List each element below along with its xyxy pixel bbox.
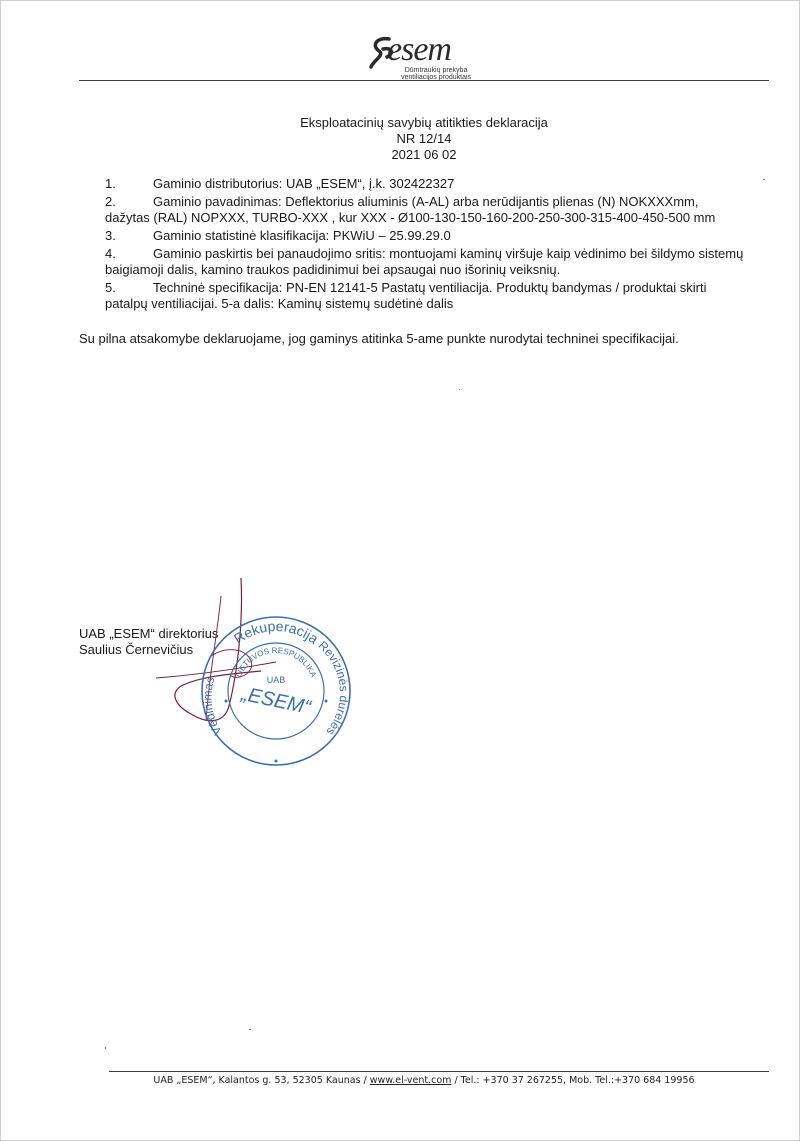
company-stamp: [196, 611, 356, 771]
stamp-inner-top: LIETUVOS RESPUBLIKA: [233, 645, 319, 679]
list-item: [105, 176, 785, 192]
declaration-number: NR 12/14: [396, 131, 452, 146]
signer-title: UAB „ESEM“ direktorius: [79, 626, 219, 641]
title-line-1: Eksploatacinių savybių atitikties deklaracija: [300, 115, 548, 130]
stamp-center-big: „ESEM“: [239, 682, 313, 720]
website-link[interactable]: www.el-vent.com: [369, 1075, 452, 1086]
scan-speck: [105, 1047, 106, 1049]
item-text: Gaminio pavadinimas: Deflektorius aliuminis (A-AL) arba nerūdijantis plienas (N) NOKXXXmm,: [153, 194, 699, 209]
signer-name: Saulius Černevičius: [79, 642, 194, 657]
footer-address: UAB „ESEM“, Kalantos g. 53, 52305 Kaunas /: [153, 1075, 370, 1086]
footer-divider: [109, 1071, 769, 1072]
scan-speck: [459, 389, 460, 390]
esem-logo: [369, 31, 479, 81]
item-text: Gaminio paskirtis bei panaudojimo sritis: montuojami kaminų viršuje kaip vėdinimo bei šildymo sistemų: [153, 246, 744, 261]
document-title: [1, 115, 800, 163]
item-text: Techninė specifikacija: PN-EN 12141-5 Pastatų ventiliacija. Produktų bandymas / produktai skirti: [153, 280, 707, 295]
list-item: [105, 246, 785, 278]
stamp-ring-right: Revizinės durelės: [315, 638, 351, 739]
item-number: 4.: [105, 246, 116, 261]
logo-tagline-line2: ventiliacijos produktais: [401, 74, 472, 81]
logo-tagline: [401, 67, 471, 81]
list-item: [105, 280, 785, 312]
item-text-continued: patalpų ventiliacijai. 5-a dalis: Kaminų sistemų sudėtinė dalis: [105, 296, 454, 311]
conformity-statement: Su pilna atsakomybe deklaruojame, jog gaminys atitinka 5-ame punkte nurodytai techninei specifikacijai.: [79, 331, 679, 346]
item-number: 1.: [105, 176, 116, 191]
list-item: [105, 228, 785, 244]
header-divider: [79, 80, 769, 81]
declaration-items: [105, 176, 785, 314]
logo-wordmark: esem: [387, 31, 451, 68]
logo-tagline-line1: Dūmtraukių prekyba: [404, 67, 468, 74]
item-text: Gaminio statistinė klasifikacija: PKWiU – 25.99.29.0: [153, 228, 451, 243]
declaration-date: 2021 06 02: [391, 147, 457, 162]
footer-phones: / Tel.: +370 37 267255, Mob. Tel.:+370 684 19956: [451, 1075, 695, 1086]
stamp-ring-top: Rekuperacija: [230, 617, 322, 647]
item-text-continued: baigiamoji dalis, kamino traukos padidinimui bei apsaugai nuo išorinių veiksnių.: [105, 262, 561, 277]
item-number: 3.: [105, 228, 116, 243]
item-text: Gaminio distributorius: UAB „ESEM“, į.k. 302422327: [153, 176, 455, 191]
stamp-ring-left: Vėdinimas: [200, 675, 225, 738]
item-text-continued: dažytas (RAL) NOPXXX, TURBO-XXX , kur XXX - Ø100-130-150-160-200-250-300-315-400-450-500 mm: [105, 210, 716, 225]
scan-speck: [763, 179, 765, 180]
item-number: 2.: [105, 194, 116, 209]
scan-speck: [249, 1029, 251, 1030]
stamp-center-small: UAB: [266, 675, 286, 685]
company-footer: [1, 1075, 800, 1086]
list-item: [105, 194, 785, 226]
item-number: 5.: [105, 280, 116, 295]
